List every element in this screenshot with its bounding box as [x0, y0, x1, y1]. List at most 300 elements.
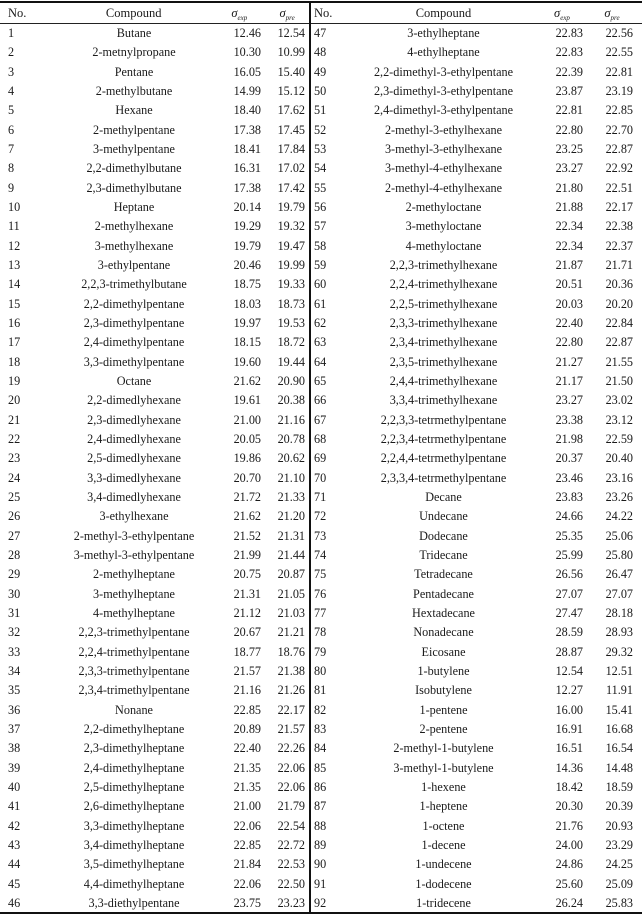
- cell-sigma-exp: 12.27: [555, 683, 583, 698]
- cell-sigma-pre: 21.31: [277, 528, 305, 543]
- cell-compound: 3-methyl-3-ethylhexane: [384, 142, 503, 157]
- cell-no: 47: [314, 26, 327, 41]
- cell-sigma-pre: 29.32: [605, 644, 633, 659]
- cell-sigma-pre: 22.38: [605, 219, 633, 234]
- cell-compound: 3,3-diethylpentane: [88, 895, 180, 910]
- surface-tension-table: [0, 1, 642, 914]
- cell-no: 59: [314, 258, 327, 273]
- table-row: [0, 662, 309, 681]
- cell-sigma-pre: 18.73: [277, 296, 305, 311]
- cell-sigma-exp: 26.24: [555, 895, 583, 910]
- cell-sigma-exp: 14.99: [233, 84, 261, 99]
- cell-sigma-pre: 19.32: [277, 219, 305, 234]
- cell-compound: Undecane: [419, 509, 468, 524]
- cell-no: 66: [314, 393, 327, 408]
- cell-compound: 2-methyl-3-ethylpentane: [73, 528, 195, 543]
- cell-sigma-pre: 21.05: [277, 586, 305, 601]
- table-row: [0, 700, 309, 719]
- cell-sigma-pre: 23.26: [605, 490, 633, 505]
- cell-compound: Tetradecane: [414, 567, 473, 582]
- cell-no: 30: [8, 586, 21, 601]
- table-row: [0, 797, 309, 816]
- cell-compound: 1-dodecene: [415, 876, 472, 891]
- table-row: [0, 82, 309, 101]
- table-row: [0, 643, 309, 662]
- cell-no: 60: [314, 277, 327, 292]
- cell-sigma-exp: 24.00: [555, 837, 583, 852]
- pre-subscript: pre: [610, 13, 620, 22]
- table-row: [311, 256, 642, 275]
- cell-compound: 2-methyl-3-ethylhexane: [384, 122, 503, 137]
- cell-sigma-exp: 20.30: [555, 799, 583, 814]
- cell-sigma-pre: 12.51: [605, 663, 633, 678]
- table-row: [0, 295, 309, 314]
- cell-sigma-exp: 23.25: [555, 142, 583, 157]
- cell-no: 49: [314, 64, 327, 79]
- cell-no: 88: [314, 818, 327, 833]
- cell-compound: 2,5-dimedlyhexane: [87, 451, 181, 466]
- cell-sigma-pre: 22.87: [605, 335, 633, 350]
- table-row: [0, 217, 309, 236]
- cell-sigma-exp: 24.66: [555, 509, 583, 524]
- cell-sigma-pre: 22.92: [605, 161, 633, 176]
- table-body-right: [311, 24, 642, 913]
- cell-sigma-exp: 17.38: [233, 180, 261, 195]
- cell-sigma-pre: 23.19: [605, 84, 633, 99]
- cell-no: 44: [8, 857, 21, 872]
- cell-sigma-pre: 22.72: [277, 837, 305, 852]
- cell-compound: 2,2,5-trimethylhexane: [389, 296, 498, 311]
- cell-no: 52: [314, 122, 327, 137]
- cell-no: 17: [8, 335, 21, 350]
- cell-sigma-pre: 22.53: [277, 857, 305, 872]
- cell-sigma-pre: 23.16: [605, 470, 633, 485]
- header-compound: Compound: [105, 5, 162, 20]
- cell-no: 19: [8, 374, 21, 389]
- table-row: [311, 623, 642, 642]
- table-row: [311, 507, 642, 526]
- cell-sigma-pre: 22.17: [605, 200, 633, 215]
- cell-sigma-pre: 18.59: [605, 779, 633, 794]
- table-row: [0, 121, 309, 140]
- table-row: [311, 720, 642, 739]
- cell-no: 87: [314, 799, 327, 814]
- table-row: [0, 720, 309, 739]
- table-row: [0, 488, 309, 507]
- cell-sigma-pre: 17.02: [277, 161, 305, 176]
- cell-no: 14: [8, 277, 21, 292]
- cell-compound: Dodecane: [419, 528, 468, 543]
- cell-sigma-exp: 22.83: [555, 45, 583, 60]
- cell-compound: Decane: [425, 490, 462, 505]
- table-row: [0, 140, 309, 159]
- cell-no: 21: [8, 412, 21, 427]
- cell-compound: 2,3-dimethylbutane: [86, 180, 182, 195]
- table-row: [0, 63, 309, 82]
- cell-sigma-exp: 19.29: [233, 219, 261, 234]
- cell-sigma-pre: 22.59: [605, 432, 633, 447]
- cell-compound: 3-methylpentane: [93, 142, 175, 157]
- cell-sigma-exp: 23.46: [555, 470, 583, 485]
- table-row: [0, 585, 309, 604]
- cell-compound: 2,4-dimethyl-3-ethylpentane: [373, 103, 514, 118]
- cell-sigma-exp: 28.87: [555, 644, 583, 659]
- cell-compound: 2,2,4-trimethylpentane: [78, 644, 190, 659]
- cell-sigma-pre: 21.10: [277, 470, 305, 485]
- cell-no: 35: [8, 683, 21, 698]
- cell-compound: Heptane: [113, 200, 155, 215]
- cell-no: 58: [314, 238, 327, 253]
- cell-no: 2: [8, 45, 15, 60]
- table-row: [311, 140, 642, 159]
- cell-compound: 2,3,4-trimethylpentane: [78, 683, 190, 698]
- cell-sigma-exp: 23.83: [555, 490, 583, 505]
- table-row: [0, 101, 309, 120]
- table-row: [311, 430, 642, 449]
- cell-no: 36: [8, 702, 21, 717]
- cell-no: 15: [8, 296, 21, 311]
- cell-compound: 1-hexene: [421, 779, 466, 794]
- table-row: [311, 739, 642, 758]
- cell-sigma-pre: 24.25: [605, 857, 633, 872]
- cell-compound: 2,2-dimedlyhexane: [87, 393, 181, 408]
- cell-sigma-exp: 22.83: [555, 26, 583, 41]
- cell-no: 68: [314, 432, 327, 447]
- cell-compound: 2,3-dimethylpentane: [83, 316, 185, 331]
- cell-sigma-pre: 11.91: [606, 683, 633, 698]
- cell-compound: 2-methyl-4-ethylhexane: [384, 180, 503, 195]
- cell-sigma-pre: 21.33: [277, 490, 305, 505]
- header-sigma-pre: [589, 6, 635, 21]
- header-sigma-exp: [535, 6, 589, 21]
- cell-no: 76: [314, 586, 327, 601]
- cell-no: 11: [8, 219, 20, 234]
- cell-sigma-exp: 21.17: [555, 374, 583, 389]
- cell-sigma-pre: 25.80: [605, 548, 633, 563]
- cell-compound: 2,3,3,4-tetrmethylpentane: [380, 470, 507, 485]
- cell-compound: 2-pentene: [419, 721, 468, 736]
- cell-no: 69: [314, 451, 327, 466]
- cell-sigma-pre: 23.12: [605, 412, 633, 427]
- cell-no: 16: [8, 316, 21, 331]
- cell-sigma-pre: 20.62: [277, 451, 305, 466]
- cell-sigma-pre: 22.87: [605, 142, 633, 157]
- table-body-left: [0, 24, 309, 913]
- cell-no: 18: [8, 354, 21, 369]
- cell-sigma-pre: 22.37: [605, 238, 633, 253]
- cell-compound: Hexane: [115, 103, 153, 118]
- cell-compound: 2,5-dimethylheptane: [83, 779, 185, 794]
- cell-compound: 3,4-dimedlyhexane: [87, 490, 181, 505]
- table-row: [311, 874, 642, 893]
- cell-compound: 2-methylbutane: [95, 84, 173, 99]
- cell-sigma-exp: 18.40: [233, 103, 261, 118]
- cell-sigma-pre: 21.71: [605, 258, 633, 273]
- cell-no: 3: [8, 64, 15, 79]
- cell-sigma-exp: 16.31: [233, 161, 261, 176]
- cell-no: 81: [314, 683, 327, 698]
- cell-compound: 3-methyl-3-ethylpentane: [73, 548, 195, 563]
- cell-sigma-pre: 19.33: [277, 277, 305, 292]
- cell-sigma-pre: 22.50: [277, 876, 305, 891]
- table-row: [0, 430, 309, 449]
- table-row: [0, 43, 309, 62]
- cell-no: 62: [314, 316, 327, 331]
- cell-sigma-exp: 12.46: [233, 26, 261, 41]
- table-row: [0, 565, 309, 584]
- cell-no: 28: [8, 548, 21, 563]
- table-row: [0, 159, 309, 178]
- cell-compound: 2-methyloctane: [405, 200, 482, 215]
- table-row: [311, 449, 642, 468]
- cell-compound: 2-metnylpropane: [92, 45, 176, 60]
- cell-no: 86: [314, 779, 327, 794]
- header-row: [311, 3, 642, 24]
- cell-sigma-pre: 27.07: [605, 586, 633, 601]
- cell-no: 41: [8, 799, 21, 814]
- cell-sigma-exp: 25.60: [555, 876, 583, 891]
- cell-compound: Octane: [116, 374, 152, 389]
- cell-no: 8: [8, 161, 15, 176]
- cell-sigma-pre: 22.70: [605, 122, 633, 137]
- table-row: [311, 275, 642, 294]
- table-row: [311, 681, 642, 700]
- cell-compound: 2,2,3,3-tetrmethylpentane: [380, 412, 507, 427]
- cell-no: 82: [314, 702, 327, 717]
- table-row: [0, 623, 309, 642]
- cell-sigma-exp: 27.07: [555, 586, 583, 601]
- table-row: [0, 469, 309, 488]
- cell-sigma-exp: 16.00: [555, 702, 583, 717]
- cell-sigma-exp: 12.54: [555, 663, 583, 678]
- cell-compound: 1-octene: [422, 818, 465, 833]
- cell-sigma-exp: 21.76: [555, 818, 583, 833]
- cell-sigma-exp: 21.62: [233, 509, 261, 524]
- cell-sigma-exp: 21.52: [233, 528, 261, 543]
- cell-no: 70: [314, 470, 327, 485]
- exp-subscript: exp: [560, 13, 570, 22]
- cell-compound: Eicosane: [421, 644, 466, 659]
- cell-sigma-pre: 21.50: [605, 374, 633, 389]
- cell-no: 20: [8, 393, 21, 408]
- cell-no: 26: [8, 509, 21, 524]
- cell-no: 75: [314, 567, 327, 582]
- table-row: [0, 333, 309, 352]
- cell-compound: 2,3-dimethylheptane: [83, 741, 185, 756]
- table-row: [0, 836, 309, 855]
- table-row: [311, 179, 642, 198]
- cell-sigma-pre: 19.53: [277, 316, 305, 331]
- cell-sigma-exp: 21.31: [233, 586, 261, 601]
- cell-no: 40: [8, 779, 21, 794]
- cell-compound: 3-methyl-4-ethylhexane: [384, 161, 503, 176]
- cell-compound: 1-undecene: [415, 857, 472, 872]
- cell-no: 53: [314, 142, 327, 157]
- cell-sigma-exp: 20.51: [555, 277, 583, 292]
- cell-sigma-exp: 16.91: [555, 721, 583, 736]
- cell-no: 50: [314, 84, 327, 99]
- cell-no: 38: [8, 741, 21, 756]
- cell-no: 65: [314, 374, 327, 389]
- cell-sigma-exp: 16.51: [555, 741, 583, 756]
- cell-sigma-exp: 23.87: [555, 84, 583, 99]
- table-row: [0, 24, 309, 43]
- cell-sigma-pre: 22.81: [605, 64, 633, 79]
- cell-sigma-pre: 20.93: [605, 818, 633, 833]
- cell-sigma-pre: 20.78: [277, 432, 305, 447]
- cell-sigma-exp: 22.85: [233, 702, 261, 717]
- cell-no: 83: [314, 721, 327, 736]
- cell-sigma-exp: 22.80: [555, 122, 583, 137]
- cell-sigma-pre: 23.02: [605, 393, 633, 408]
- cell-no: 10: [8, 200, 21, 215]
- cell-sigma-pre: 19.44: [277, 354, 305, 369]
- cell-no: 51: [314, 103, 327, 118]
- cell-sigma-pre: 20.40: [605, 451, 633, 466]
- cell-sigma-pre: 21.55: [605, 354, 633, 369]
- table-row: [311, 816, 642, 835]
- cell-sigma-exp: 20.37: [555, 451, 583, 466]
- cell-sigma-exp: 21.35: [233, 760, 261, 775]
- cell-sigma-exp: 22.81: [555, 103, 583, 118]
- cell-sigma-pre: 28.18: [605, 606, 633, 620]
- cell-no: 78: [314, 625, 327, 640]
- cell-compound: 2-methylpentane: [93, 122, 175, 137]
- cell-no: 91: [314, 876, 327, 891]
- cell-sigma-pre: 18.72: [277, 335, 305, 350]
- cell-no: 29: [8, 567, 21, 582]
- cell-sigma-exp: 23.27: [555, 161, 583, 176]
- cell-compound: 2,6-dimethylheptane: [83, 799, 185, 814]
- cell-no: 34: [8, 663, 21, 678]
- cell-compound: 3,5-dimethylheptane: [83, 857, 185, 872]
- cell-no: 46: [8, 895, 21, 910]
- header-no: No.: [314, 5, 333, 20]
- cell-sigma-exp: 21.80: [555, 180, 583, 195]
- cell-sigma-exp: 21.12: [233, 606, 261, 620]
- table-row: [0, 372, 309, 391]
- table-row: [311, 411, 642, 430]
- cell-no: 39: [8, 760, 21, 775]
- cell-sigma-exp: 20.70: [233, 470, 261, 485]
- cell-sigma-pre: 17.45: [277, 122, 305, 137]
- cell-sigma-exp: 25.35: [555, 528, 583, 543]
- cell-compound: 3,3-dimedlyhexane: [87, 470, 181, 485]
- table-row: [0, 275, 309, 294]
- cell-no: 13: [8, 258, 21, 273]
- cell-sigma-pre: 14.48: [605, 760, 633, 775]
- cell-compound: Tridecane: [419, 548, 468, 563]
- cell-no: 22: [8, 432, 21, 447]
- header-sigma-exp: [213, 6, 265, 21]
- cell-sigma-pre: 17.62: [277, 103, 305, 118]
- cell-sigma-pre: 25.09: [605, 876, 633, 891]
- cell-compound: Pentadecane: [413, 586, 474, 601]
- cell-compound: 2,4-dimedlyhexane: [87, 432, 181, 447]
- table-row: [0, 256, 309, 275]
- cell-sigma-pre: 21.16: [277, 412, 305, 427]
- cell-sigma-pre: 21.38: [277, 663, 305, 678]
- cell-sigma-exp: 18.03: [233, 296, 261, 311]
- cell-compound: 1-pentene: [419, 702, 468, 717]
- table-row: [311, 353, 642, 372]
- cell-sigma-pre: 21.79: [277, 799, 305, 814]
- cell-sigma-pre: 22.06: [277, 760, 305, 775]
- table-row: [311, 488, 642, 507]
- cell-sigma-pre: 22.85: [605, 103, 633, 118]
- cell-compound: 1-decene: [421, 837, 466, 852]
- cell-sigma-exp: 20.03: [555, 296, 583, 311]
- cell-sigma-pre: 22.54: [277, 818, 305, 833]
- table-row: [311, 391, 642, 410]
- cell-no: 84: [314, 741, 327, 756]
- cell-no: 1: [8, 26, 15, 41]
- cell-sigma-exp: 21.16: [233, 683, 261, 698]
- cell-no: 48: [314, 45, 327, 60]
- cell-compound: 2,2,3,4-tetrmethylpentane: [380, 432, 507, 447]
- cell-sigma-pre: 26.47: [605, 567, 633, 582]
- cell-compound: 1-heptene: [419, 799, 468, 814]
- cell-sigma-exp: 21.98: [555, 432, 583, 447]
- table-row: [311, 333, 642, 352]
- cell-compound: 4,4-dimethylheptane: [83, 876, 185, 891]
- cell-sigma-exp: 22.34: [555, 238, 583, 253]
- cell-compound: Hextadecane: [412, 606, 475, 620]
- table-row: [0, 816, 309, 835]
- cell-sigma-exp: 19.60: [233, 354, 261, 369]
- cell-no: 57: [314, 219, 327, 234]
- cell-compound: Nonadecane: [413, 625, 474, 640]
- cell-sigma-pre: 19.79: [277, 200, 305, 215]
- table-row: [0, 198, 309, 217]
- cell-sigma-exp: 20.75: [233, 567, 261, 582]
- cell-no: 61: [314, 296, 327, 311]
- cell-sigma-pre: 15.12: [277, 84, 305, 99]
- cell-compound: Pentane: [114, 64, 154, 79]
- cell-compound: 3-methylhexane: [94, 238, 174, 253]
- cell-sigma-pre: 18.76: [277, 644, 305, 659]
- table-row: [311, 63, 642, 82]
- cell-sigma-exp: 21.27: [555, 354, 583, 369]
- cell-compound: 4-methylheptane: [93, 606, 175, 620]
- cell-no: 80: [314, 663, 327, 678]
- table-row: [311, 565, 642, 584]
- cell-no: 37: [8, 721, 21, 736]
- cell-sigma-pre: 20.38: [277, 393, 305, 408]
- cell-sigma-pre: 21.44: [277, 548, 305, 563]
- cell-no: 92: [314, 895, 327, 910]
- cell-compound: 2,2-dimethyl-3-ethylpentane: [373, 64, 514, 79]
- cell-sigma-exp: 19.97: [233, 316, 261, 331]
- cell-compound: 2,3,3-trimethylpentane: [78, 663, 190, 678]
- cell-compound: 3-ethylhexane: [99, 509, 169, 524]
- cell-sigma-exp: 22.80: [555, 335, 583, 350]
- table-row: [311, 198, 642, 217]
- table-row: [311, 778, 642, 797]
- cell-compound: 4-methyloctane: [405, 238, 482, 253]
- cell-sigma-exp: 20.89: [233, 721, 261, 736]
- cell-sigma-pre: 21.03: [277, 606, 305, 620]
- cell-no: 55: [314, 180, 327, 195]
- cell-compound: Nonane: [115, 702, 153, 717]
- cell-sigma-pre: 21.21: [277, 625, 305, 640]
- cell-no: 9: [8, 180, 15, 195]
- cell-no: 85: [314, 760, 327, 775]
- table-row: [311, 797, 642, 816]
- cell-sigma-pre: 16.68: [605, 721, 633, 736]
- cell-compound: Isobutylene: [415, 683, 472, 698]
- cell-sigma-exp: 21.57: [233, 663, 261, 678]
